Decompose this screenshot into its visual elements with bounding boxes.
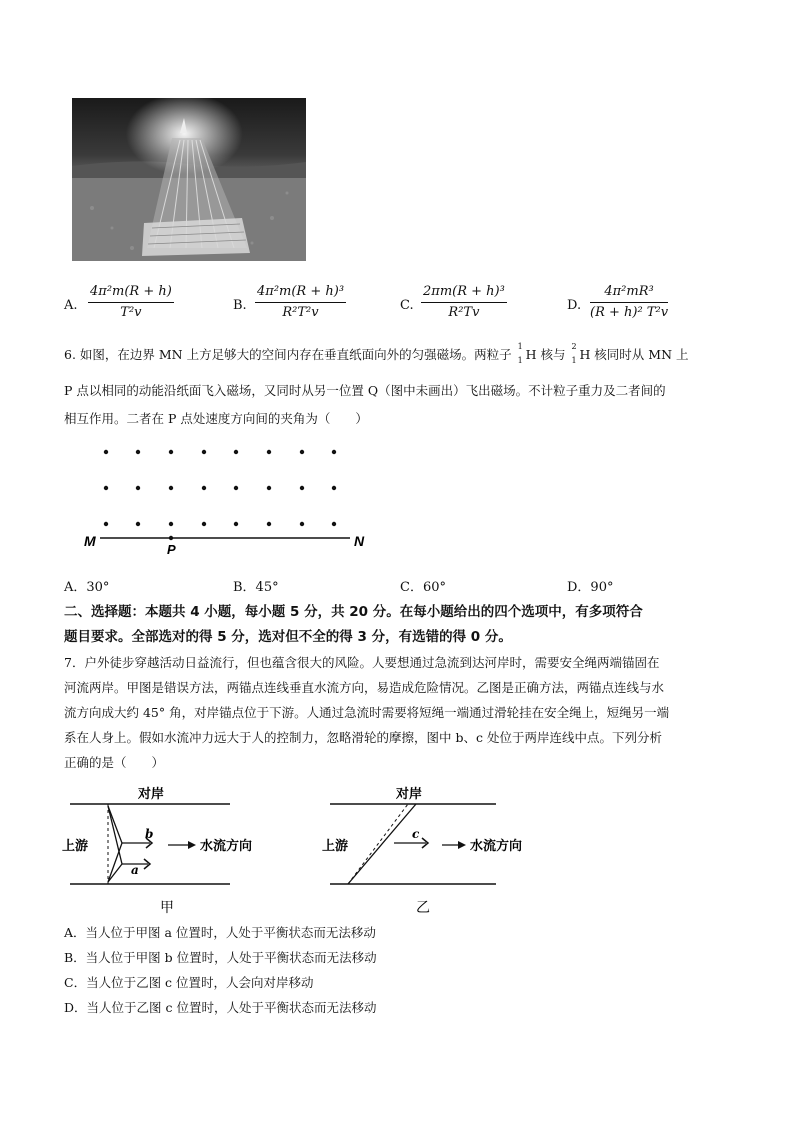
q5-option-a-letter[interactable]: A. [64, 298, 78, 313]
yi-flow-label: 水流方向 [470, 839, 523, 854]
yi-safety-rope [348, 804, 416, 884]
q7-figure-yi [320, 780, 550, 920]
q7-line-5: 正确的是（ ） [64, 755, 165, 770]
q7-line-4: 系在人身上。假如水流冲力远大于人的控制力，忽略滑轮的摩擦，图中 b、c 处位于两岸连线中点。下列分析 [64, 730, 662, 745]
label-p: P [167, 542, 176, 557]
q5-option-c-letter[interactable]: C. [400, 298, 414, 313]
q5-option-c-numerator: 2πm(R + h)³ [421, 282, 507, 303]
q5-option-d-letter[interactable]: D. [567, 298, 582, 313]
q7-line-1: 7．户外徒步穿越活动日益流行，但也蕴含很大的风险。人要想通过急流到达河岸时，需要安全绳两端锚固在 [64, 655, 660, 670]
q7-option-b[interactable]: B．当人位于甲图 b 位置时，人处于平衡状态而无法移动 [64, 950, 377, 965]
q7-line-3: 流方向成大约 45° 角，对岸锚点位于下游。人通过急流时需要将短绳一端通过滑轮挂在安全绳上，短绳另一端 [64, 705, 670, 720]
q5-option-d-fraction [590, 282, 668, 323]
jia-flow-label: 水流方向 [200, 839, 253, 854]
q6-line-2: P 点以相同的动能沿纸面飞入磁场，又同时从另一位置 Q（图中未画出）飞出磁场。不计粒子重力及二者间的 [64, 383, 666, 398]
question-photo [72, 98, 306, 261]
q6-nuclide-2-mass: 2 [571, 341, 577, 351]
jia-label-a: a [131, 863, 139, 877]
jia-upstream-label: 上游 [62, 839, 89, 854]
q7-option-c[interactable]: C．当人位于乙图 c 位置时，人会向对岸移动 [64, 975, 314, 990]
q7-figure-jia [60, 780, 280, 920]
q6-nuclide-2-charge: 1 [571, 355, 577, 365]
q6-nuclide-1-text: H 核与 [525, 347, 566, 362]
jia-rope-to-a [108, 806, 122, 882]
q5-option-b-letter[interactable]: B. [233, 298, 247, 313]
q5-option-d-denominator: (R + h)² T²v [590, 305, 669, 320]
point-p-dot [169, 536, 173, 540]
yi-caption: 乙 [416, 900, 430, 916]
section-2-line-2: 题目要求。全部选对的得 5 分，选对但不全的得 3 分，有选错的得 0 分。 [64, 629, 512, 645]
yi-flow-arrowhead [458, 841, 466, 849]
q7-option-d[interactable]: D．当人位于乙图 c 位置时，人处于平衡状态而无法移动 [64, 1000, 377, 1015]
section-2-line-1: 二、选择题：本题共 4 小题，每小题 5 分，共 20 分。在每小题给出的四个选项中，有多项符合 [64, 604, 643, 620]
q5-option-d-numerator: 4π²mR³ [590, 282, 668, 303]
q6-nuclide-1-charge: 1 [517, 355, 523, 365]
jia-label-b: b [145, 827, 154, 841]
photo-illustration [72, 98, 306, 261]
q5-option-c-fraction [421, 282, 507, 323]
q6-nuclide-2-script [569, 341, 579, 366]
field-dots [104, 450, 336, 526]
q5-option-b-denominator: R²T²v [282, 305, 319, 320]
q5-option-b-numerator: 4π²m(R + h)³ [255, 282, 346, 303]
jia-opposite-bank-label: 对岸 [138, 787, 165, 802]
q7-option-a[interactable]: A．当人位于甲图 a 位置时，人处于平衡状态而无法移动 [64, 925, 376, 940]
q6-nuclide-1-script [516, 341, 526, 366]
jia-caption: 甲 [160, 900, 174, 916]
q6-option-b[interactable]: B．45° [233, 580, 279, 595]
q6-nuclide-1-mass: 1 [517, 341, 523, 351]
jia-flow-arrowhead [188, 841, 196, 849]
q6-line-1 [64, 342, 689, 367]
q6-line-1-text: 6. 如图，在边界 MN 上方足够大的空间内存在垂直纸面向外的匀强磁场。两粒子 [64, 347, 512, 362]
q6-field-figure [80, 440, 380, 560]
q6-option-a[interactable]: A．30° [64, 580, 110, 595]
q6-nuclide-2-text: H 核同时从 MN 上 [579, 347, 689, 362]
q5-option-a-fraction [88, 282, 174, 323]
q6-option-c[interactable]: C．60° [400, 580, 446, 595]
q5-option-a-denominator: T²v [120, 305, 142, 320]
yi-upstream-label: 上游 [322, 839, 349, 854]
q6-option-d[interactable]: D．90° [567, 580, 614, 595]
q7-line-2: 河流两岸。甲图是错误方法，两锚点连线垂直水流方向，易造成危险情况。乙图是正确方法，两锚点连线与水 [64, 680, 665, 695]
q5-option-a-numerator: 4π²m(R + h) [88, 282, 174, 303]
label-n: N [354, 533, 365, 549]
yi-dashed-line [348, 804, 408, 884]
yi-label-c: c [412, 827, 420, 841]
yi-opposite-bank-label: 对岸 [396, 787, 423, 802]
label-m: M [84, 533, 96, 549]
q5-option-c-denominator: R²Tv [448, 305, 480, 320]
q6-line-3: 相互作用。二者在 P 点处速度方向间的夹角为（ ） [64, 411, 368, 426]
q5-option-b-fraction [255, 282, 346, 323]
